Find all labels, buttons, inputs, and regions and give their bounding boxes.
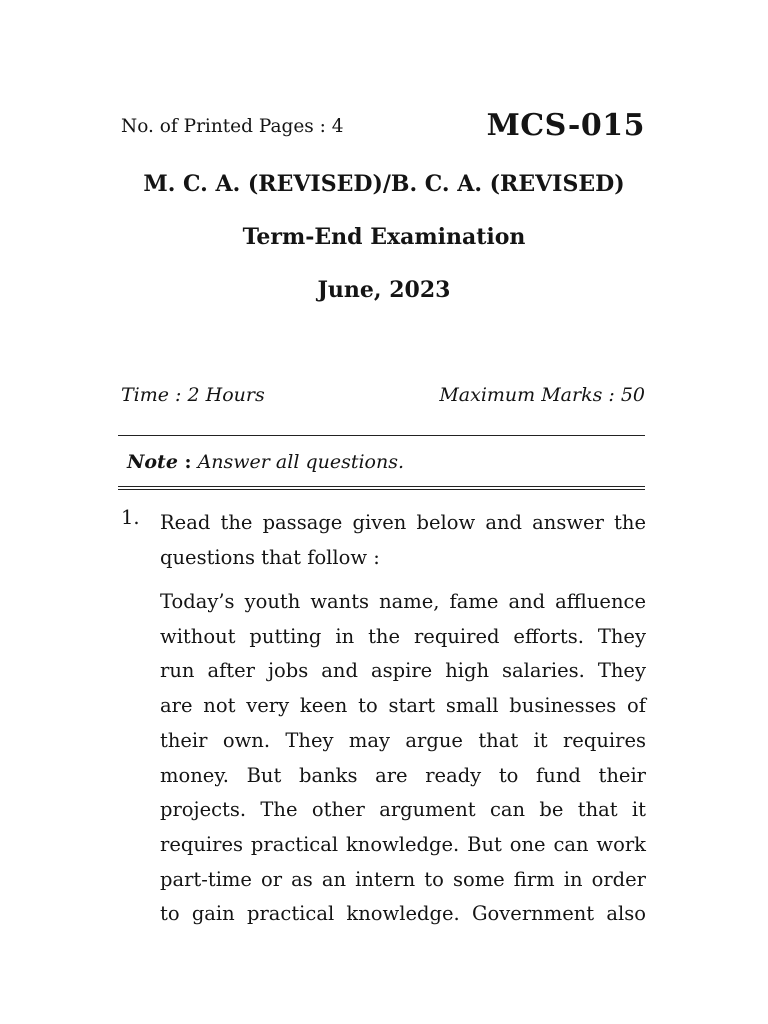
divider-double-upper — [118, 486, 645, 487]
exam-session: June, 2023 — [317, 277, 451, 303]
passage-line: requires practical knowledge. But one can work — [160, 832, 646, 856]
instructions-note — [127, 451, 404, 473]
maximum-marks: Maximum Marks : 50 — [439, 384, 645, 406]
passage-line: money. But banks are ready to fund their — [160, 763, 646, 787]
divider-double-lower — [118, 489, 645, 490]
passage-line: are not very keen to start small businesses of — [160, 694, 646, 718]
passage-line: projects. The other argument can be that it — [160, 798, 646, 822]
programme-title: M. C. A. (REVISED)/B. C. A. (REVISED) — [143, 171, 625, 197]
printed-pages-count: No. of Printed Pages : 4 — [121, 116, 344, 137]
note-colon: : — [177, 451, 192, 473]
paper-code: MCS-015 — [486, 108, 645, 143]
passage-line: their own. They may argue that it requires — [160, 728, 646, 752]
note-label: Note — [127, 451, 178, 473]
question-number: 1. — [121, 506, 140, 529]
passage-line: without putting in the required efforts. They — [160, 624, 646, 648]
time-marks-row — [121, 384, 645, 406]
question-instruction: Read the passage given below and answer the questions that follow : — [160, 511, 646, 569]
note-text: Answer all questions. — [191, 451, 405, 473]
passage-line: part-time or as an intern to some firm in order — [160, 867, 646, 891]
reading-passage — [160, 585, 646, 932]
divider-top — [118, 435, 645, 436]
passage-line: to gain practical knowledge. Government also — [160, 902, 646, 926]
passage-line: run after jobs and aspire high salaries. They — [160, 659, 646, 683]
passage-line: Today’s youth wants name, fame and affluence — [160, 590, 646, 613]
time-allowed: Time : 2 Hours — [121, 384, 265, 406]
exam-title: Term-End Examination — [242, 224, 526, 250]
paper-header — [121, 108, 645, 148]
